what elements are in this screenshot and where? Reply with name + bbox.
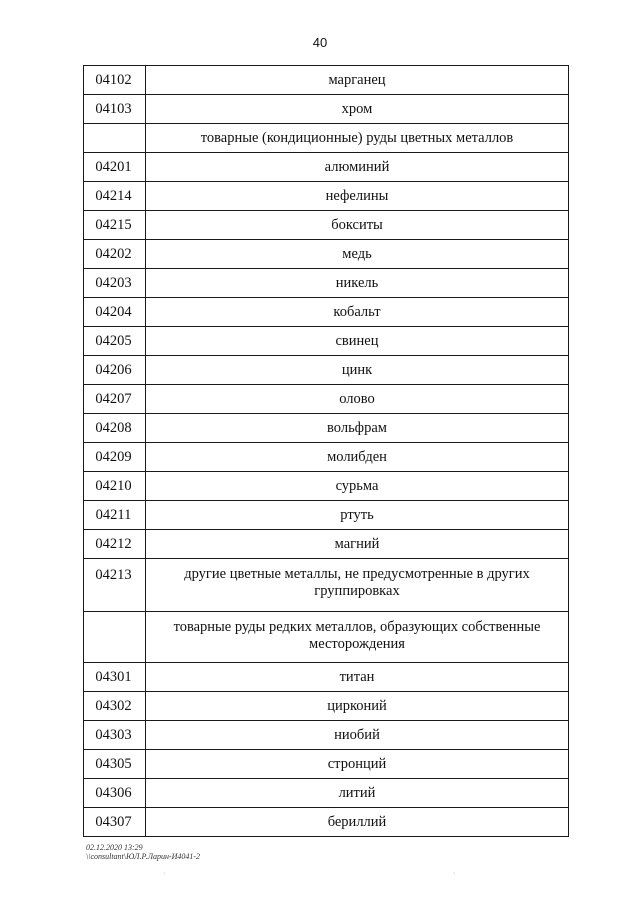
- name-cell: бокситы: [146, 211, 569, 240]
- code-cell: 04305: [84, 750, 146, 779]
- name-cell: титан: [146, 663, 569, 692]
- code-cell: 04209: [84, 443, 146, 472]
- code-cell: 04103: [84, 95, 146, 124]
- name-cell: цинк: [146, 356, 569, 385]
- table-row: [84, 182, 569, 211]
- code-cell: 04302: [84, 692, 146, 721]
- document-footer: [86, 843, 200, 861]
- classification-table: [83, 65, 569, 837]
- code-cell: 04204: [84, 298, 146, 327]
- name-cell: товарные руды редких металлов, образующих собственные месторождения: [146, 612, 569, 663]
- table-row: [84, 66, 569, 95]
- code-cell: 04205: [84, 327, 146, 356]
- code-cell: 04303: [84, 721, 146, 750]
- table-row: [84, 559, 569, 612]
- table-row: [84, 663, 569, 692]
- name-cell: литий: [146, 779, 569, 808]
- code-cell: 04215: [84, 211, 146, 240]
- code-cell: 04301: [84, 663, 146, 692]
- name-cell: олово: [146, 385, 569, 414]
- code-cell: 04212: [84, 530, 146, 559]
- name-cell: марганец: [146, 66, 569, 95]
- table-row: [84, 124, 569, 153]
- scan-speck: ·: [453, 870, 456, 877]
- table-row: [84, 612, 569, 663]
- table-row: [84, 530, 569, 559]
- name-cell: бериллий: [146, 808, 569, 837]
- footer-timestamp: 02.12.2020 13:29: [86, 843, 143, 852]
- table-row: [84, 153, 569, 182]
- name-cell: медь: [146, 240, 569, 269]
- name-cell: алюминий: [146, 153, 569, 182]
- code-cell: 04307: [84, 808, 146, 837]
- table-row: [84, 240, 569, 269]
- code-cell: 04201: [84, 153, 146, 182]
- name-cell: никель: [146, 269, 569, 298]
- table-body: [84, 66, 569, 837]
- table-row: [84, 95, 569, 124]
- code-cell: 04208: [84, 414, 146, 443]
- name-cell: хром: [146, 95, 569, 124]
- name-cell: сурьма: [146, 472, 569, 501]
- code-cell: 04306: [84, 779, 146, 808]
- table-row: [84, 211, 569, 240]
- code-cell: 04207: [84, 385, 146, 414]
- table-row: [84, 721, 569, 750]
- name-cell: цирконий: [146, 692, 569, 721]
- page-number: 40: [312, 35, 328, 50]
- code-cell: [84, 612, 146, 663]
- name-cell: товарные (кондиционные) руды цветных металлов: [146, 124, 569, 153]
- table-row: [84, 808, 569, 837]
- table-row: [84, 327, 569, 356]
- name-cell: свинец: [146, 327, 569, 356]
- table-row: [84, 443, 569, 472]
- name-cell: стронций: [146, 750, 569, 779]
- table-row: [84, 750, 569, 779]
- name-cell: молибден: [146, 443, 569, 472]
- name-cell: другие цветные металлы, не предусмотренные в других группировках: [146, 559, 569, 612]
- name-cell: кобальт: [146, 298, 569, 327]
- scan-speck: ·: [163, 870, 166, 877]
- name-cell: ниобий: [146, 721, 569, 750]
- code-cell: 04210: [84, 472, 146, 501]
- table-row: [84, 356, 569, 385]
- table-row: [84, 298, 569, 327]
- table-row: [84, 269, 569, 298]
- code-cell: [84, 124, 146, 153]
- table-row: [84, 472, 569, 501]
- name-cell: магний: [146, 530, 569, 559]
- name-cell: ртуть: [146, 501, 569, 530]
- code-cell: 04211: [84, 501, 146, 530]
- table-row: [84, 385, 569, 414]
- table-row: [84, 414, 569, 443]
- table-row: [84, 501, 569, 530]
- code-cell: 04202: [84, 240, 146, 269]
- name-cell: нефелины: [146, 182, 569, 211]
- code-cell: 04214: [84, 182, 146, 211]
- footer-file-path: \\consultant\ЮЛ.Р.Ларин-И4041-2: [86, 852, 201, 861]
- name-cell: вольфрам: [146, 414, 569, 443]
- code-cell: 04203: [84, 269, 146, 298]
- code-cell: 04213: [84, 559, 146, 612]
- table-row: [84, 692, 569, 721]
- code-cell: 04206: [84, 356, 146, 385]
- table-row: [84, 779, 569, 808]
- code-cell: 04102: [84, 66, 146, 95]
